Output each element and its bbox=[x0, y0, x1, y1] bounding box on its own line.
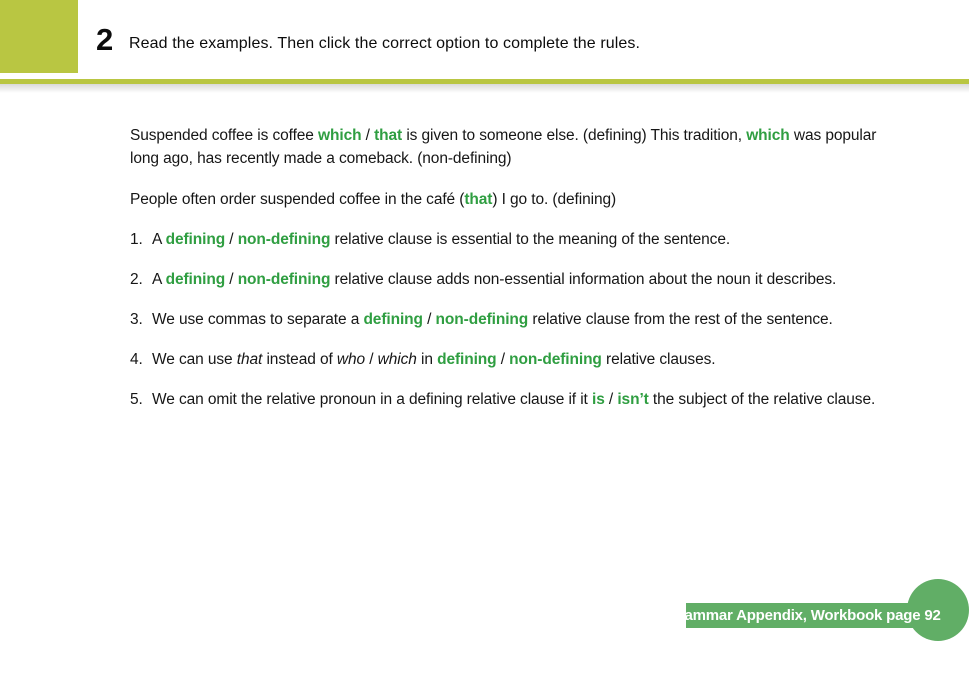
text-segment: ) I go to. (defining) bbox=[492, 191, 617, 208]
example-paragraph-1 bbox=[130, 124, 962, 170]
text-segment: who bbox=[336, 351, 366, 368]
text-segment: relative clause is essential to the meaning of the sentence. bbox=[330, 231, 731, 248]
text-segment: relative clause adds non-essential information about the noun it describes. bbox=[330, 271, 837, 288]
rules-list bbox=[130, 228, 962, 411]
rule-number: 4. bbox=[130, 351, 143, 368]
text-segment: instead of bbox=[262, 351, 337, 368]
text-segment: A bbox=[152, 231, 166, 248]
clickable-option[interactable]: that bbox=[374, 127, 403, 144]
text-segment: A bbox=[152, 271, 166, 288]
text-segment: / bbox=[361, 127, 375, 144]
rule-number: 1. bbox=[130, 231, 143, 248]
clickable-option[interactable]: non-defining bbox=[509, 351, 602, 368]
rule-item-5 bbox=[130, 388, 962, 411]
clickable-option[interactable]: which bbox=[318, 127, 362, 144]
exercise-number: 2 bbox=[96, 22, 114, 57]
rule-item-2 bbox=[130, 268, 962, 291]
text-segment: relative clause from the rest of the sentence. bbox=[528, 311, 833, 328]
text-segment: / bbox=[604, 391, 618, 408]
rule-text bbox=[152, 228, 730, 251]
grammar-reference-badge[interactable] bbox=[667, 603, 941, 628]
text-segment: / bbox=[225, 271, 238, 288]
text-segment: We use commas to separate a bbox=[152, 311, 364, 328]
rule-number: 2. bbox=[130, 271, 143, 288]
text-segment: which bbox=[377, 351, 417, 368]
clickable-option[interactable]: defining bbox=[437, 351, 497, 368]
clickable-option[interactable]: defining bbox=[363, 311, 423, 328]
rule-text bbox=[152, 348, 715, 371]
exercise-instruction: Read the examples. Then click the correct option to complete the rules. bbox=[129, 35, 641, 52]
clickable-option[interactable]: is bbox=[591, 391, 605, 408]
rule-item-1 bbox=[130, 228, 962, 251]
clickable-option[interactable]: defining bbox=[165, 231, 226, 248]
rule-item-3 bbox=[130, 308, 962, 331]
example-line bbox=[130, 147, 962, 170]
text-segment: that bbox=[236, 351, 263, 368]
example-line bbox=[130, 124, 962, 147]
grammar-reference-label: Grammar Appendix, Workbook page 92 bbox=[667, 607, 941, 624]
clickable-option[interactable]: non-defining bbox=[237, 231, 331, 248]
header-divider-shadow bbox=[0, 84, 969, 93]
clickable-option[interactable]: non-defining bbox=[435, 311, 529, 328]
text-segment: We can use bbox=[152, 351, 237, 368]
text-segment: / bbox=[496, 351, 510, 368]
example-paragraph-2 bbox=[130, 188, 962, 211]
clickable-option[interactable]: which bbox=[746, 127, 790, 144]
text-segment: We can omit the relative pronoun in a defining relative clause if it bbox=[152, 391, 592, 408]
text-segment: / bbox=[365, 351, 378, 368]
clickable-option[interactable]: non-defining bbox=[237, 271, 331, 288]
rule-text bbox=[152, 388, 875, 411]
text-segment: / bbox=[422, 311, 436, 328]
clickable-option[interactable]: isn’t bbox=[617, 391, 649, 408]
example-line bbox=[130, 188, 962, 211]
text-segment: was popular bbox=[789, 127, 877, 144]
text-segment: in bbox=[416, 351, 438, 368]
text-segment: relative clauses. bbox=[601, 351, 716, 368]
clickable-option[interactable]: that bbox=[464, 191, 493, 208]
rule-item-4 bbox=[130, 348, 962, 371]
text-segment: / bbox=[225, 231, 238, 248]
rule-text bbox=[152, 268, 836, 291]
corner-accent-square bbox=[0, 0, 78, 73]
rule-text bbox=[152, 308, 833, 331]
rule-number: 5. bbox=[130, 391, 143, 408]
exercise-content bbox=[130, 124, 962, 428]
text-segment: the subject of the relative clause. bbox=[648, 391, 876, 408]
text-segment: is given to someone else. (defining) This tradition, bbox=[402, 127, 747, 144]
text-segment: Suspended coffee is coffee bbox=[130, 127, 319, 144]
text-segment: long ago, has recently made a comeback. (non-defining) bbox=[130, 150, 512, 167]
clickable-option[interactable]: defining bbox=[165, 271, 226, 288]
text-segment: People often order suspended coffee in the café ( bbox=[130, 191, 465, 208]
rule-number: 3. bbox=[130, 311, 143, 328]
